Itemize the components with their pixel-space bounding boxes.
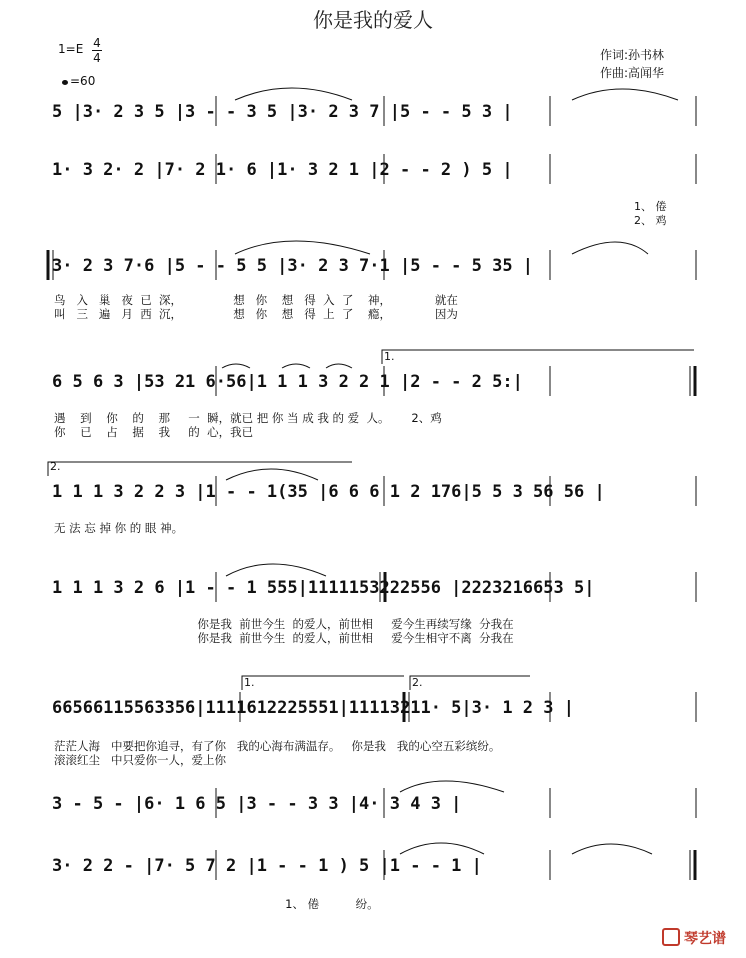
staff-2-notes: 1· 3 2· 2 |7· 2 1· 6 |1· 3 2 1 |2 - - 2 ) 5 |	[52, 160, 513, 180]
staff-1-notes: 5 |3· 2 3 5 |3 - - 3 5 |3· 2 3 7 |5 - - 5 3 |	[52, 102, 513, 122]
staff-7-volta-1: 1.	[244, 676, 255, 689]
staff-2-hint-2: 2、 鸡	[634, 214, 667, 227]
time-signature-bottom: 4	[93, 51, 101, 65]
staff-3-lyrics-1: 鸟 入 巢 夜 已 深， 想 你 想 得 入 了 神， 就在	[54, 293, 458, 307]
time-signature-top: 4	[93, 36, 101, 50]
key-signature: 1=E	[58, 42, 84, 56]
staff-3-notes: 3· 2 3 7·6 |5 - - 5 5 |3· 2 3 7·1 |5 - - 5 35 |	[52, 256, 534, 276]
staff-9-lyrics-1: 1、 倦 纷。	[0, 897, 379, 911]
staff-4-notes: 6 5 6 3 |53 21 6·56|1 1 1 3 2 2 1 |2 - - 2 5:|	[52, 372, 523, 392]
watermark-logo	[662, 928, 726, 948]
staff-9-notes: 3· 2 2 - |7· 5 7 2 |1 - - 1 ) 5 |1 - - 1 |	[52, 856, 482, 876]
tempo-marking	[62, 74, 95, 88]
staff-7-notes: 66566115563356|1111612225551|11113211· 5|3· 1 2 3 |	[52, 698, 574, 718]
composer-credit: 作曲:高闻华	[600, 66, 665, 80]
watermark-text: 琴艺谱	[684, 931, 726, 947]
logo-icon	[662, 928, 680, 946]
time-signature	[92, 36, 102, 65]
staff-6-lyrics-1: 你是我 前世今生 的爱人，前世相 爱今生再续写缘 分我在	[0, 617, 514, 631]
staff-5-volta: 2.	[50, 460, 61, 473]
quarter-note-icon	[62, 80, 68, 85]
song-title: 你是我的爱人	[313, 8, 433, 32]
staff-5-notes: 1 1 1 3 2 2 3 |1 - - 1(35 |6 6 6 1 2 176|5 5 3 56 56 |	[52, 482, 605, 502]
staff-7-lyrics-1: 茫茫人海 中要把你追寻，有了你 我的心海布满温存。 你是我 我的心空五彩缤纷。	[54, 739, 501, 753]
staff-3-lyrics-2: 叫 三 遍 月 西 沉， 想 你 想 得 上 了 瘾， 因为	[54, 307, 458, 321]
staff-6-notes: 1 1 1 3 2 6 |1 - - 1 555|1111153222556 |2223216653 5|	[52, 578, 595, 598]
staff-4-volta: 1.	[384, 350, 395, 363]
staff-2-hint-1: 1、 倦	[634, 200, 667, 213]
staff-5-lyrics-1: 无 法 忘 掉 你 的 眼 神。	[54, 521, 184, 535]
staff-4-lyrics-2: 你 已 占 据 我 的 心，我已	[54, 425, 254, 439]
staff-4-lyrics-1: 遇 到 你 的 那 一 瞬，就已 把 你 当 成 我 的 爱 人。 2、鸡	[54, 411, 442, 425]
lyricist-credit: 作词:孙书林	[600, 48, 665, 62]
staff-6-lyrics-2: 你是我 前世今生 的爱人，前世相 爱今生相守不离 分我在	[0, 631, 514, 645]
staff-7-volta-2: 2.	[412, 676, 423, 689]
staff-7-lyrics-2: 滚滚红尘 中只爱你一人，爱上你	[54, 753, 226, 767]
tempo-value: =60	[70, 74, 96, 88]
staff-8-notes: 3 - 5 - |6· 1 6 5 |3 - - 3 3 |4· 3 4 3 |	[52, 794, 462, 814]
